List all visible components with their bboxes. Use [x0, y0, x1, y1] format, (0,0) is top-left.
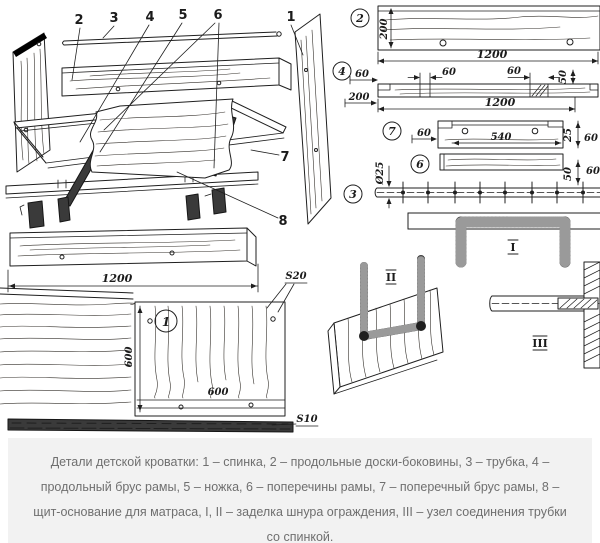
- callout-1: 1: [286, 10, 296, 25]
- dim-part4-off3: 60: [507, 66, 521, 77]
- caption-text: Детали детской кроватки: 1 – спинка, 2 – продольные доски-боковины, 3 – трубка, 4 – продольный брус рамы, 5 – ножка, 6 – поперечины рамы, 7 – поперечный брус рамы, 8 – щит-основание для матраса, I, II – заделка шнура ограждения, III – узел соединения трубки со спинкой.: [33, 455, 567, 543]
- callout-6: 6: [213, 8, 223, 23]
- part-badge-4: 4: [338, 65, 346, 78]
- dim-board-length: 1200: [101, 272, 133, 285]
- detail-part4: [333, 62, 598, 112]
- dim-part7-off: 60: [417, 128, 431, 139]
- dim-part4-height: 50: [558, 70, 569, 84]
- dim-part4-off1: 60: [355, 69, 369, 80]
- section-label-1: I: [510, 241, 516, 254]
- part-badge-2: 2: [356, 12, 364, 25]
- detail-part2: [351, 6, 600, 64]
- detail-section-I: [408, 213, 600, 262]
- dim-part7-height: 25: [563, 128, 574, 142]
- mattress-panel-perspective: [90, 99, 233, 178]
- dim-part4-length: 1200: [484, 96, 516, 109]
- legs: [20, 188, 226, 228]
- dim-part7-length: 540: [490, 132, 512, 143]
- detail-part7: [383, 121, 598, 148]
- detail-section-III: [490, 262, 600, 368]
- dim-part2-height: 200: [379, 18, 390, 40]
- dim-part2-length: 1200: [476, 48, 508, 61]
- callout-5: 5: [178, 8, 188, 23]
- section-label-3: III: [532, 337, 548, 350]
- dim-tube-diameter: Ø25: [375, 161, 386, 185]
- dim-part4-off2: 60: [442, 67, 456, 78]
- part-badge-3: 3: [349, 188, 357, 201]
- label-panel-thickness: S20: [285, 271, 307, 282]
- detail-section-II: [328, 259, 443, 394]
- part-badge-7: 7: [388, 125, 396, 138]
- part-badge-6: 6: [416, 158, 424, 171]
- detail-part6: [411, 154, 600, 185]
- callout-7: 7: [280, 150, 290, 165]
- back-panel-perspective: [295, 14, 331, 224]
- bottom-board-edge: [8, 414, 318, 432]
- perspective-view: [6, 8, 331, 229]
- callout-2: 2: [74, 13, 84, 28]
- callout-3: 3: [109, 11, 119, 26]
- dim-panel-width: 600: [207, 387, 229, 398]
- dim-part7-right: 60: [584, 133, 598, 144]
- wide-board-flat: [0, 288, 134, 404]
- dim-part6-right: 60: [586, 166, 600, 177]
- dim-part4-end: 200: [348, 92, 370, 103]
- section-label-2: II: [385, 271, 397, 284]
- callout-8: 8: [278, 214, 288, 229]
- part-badge-1: 1: [161, 315, 171, 329]
- base-panel-drawing: [124, 271, 307, 416]
- label-bottom-thickness: S10: [296, 414, 318, 425]
- headboard-panel: [13, 33, 50, 172]
- dim-part6-height: 50: [563, 167, 574, 181]
- figure-caption: [8, 438, 592, 543]
- dim-panel-height: 600: [124, 346, 135, 368]
- callout-4: 4: [145, 10, 155, 25]
- side-board-perspective: [62, 58, 291, 96]
- side-board-flat: [8, 228, 258, 292]
